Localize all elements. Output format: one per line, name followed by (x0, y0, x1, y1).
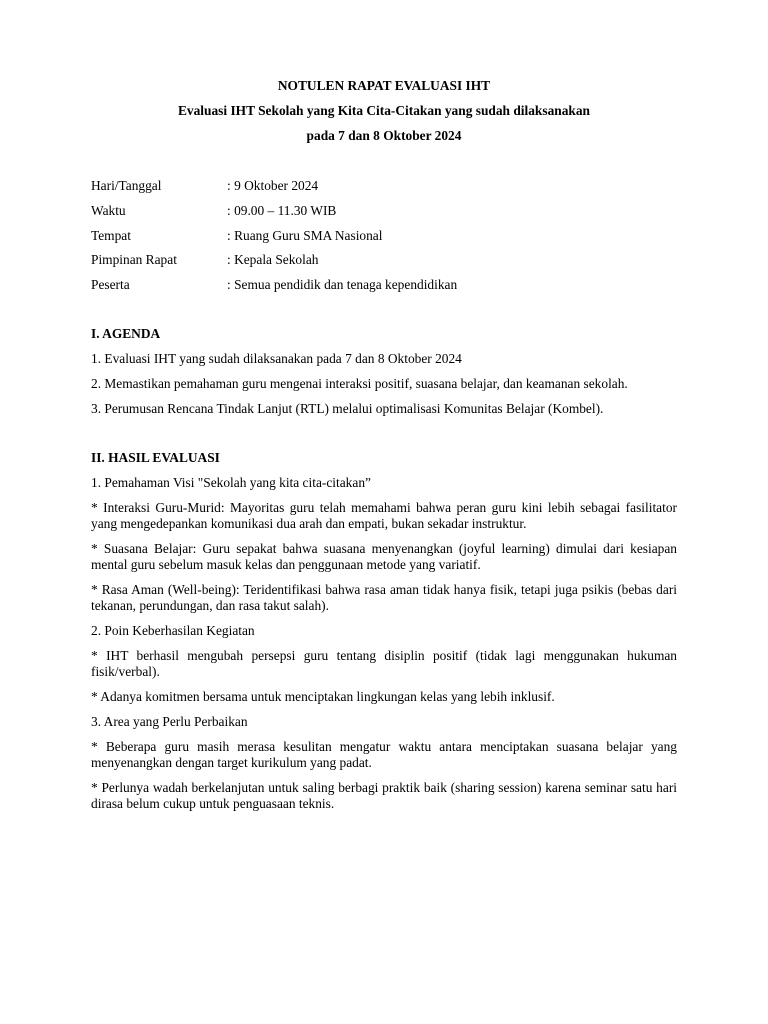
evaluation-paragraph: * Rasa Aman (Well-being): Teridentifikasi bahwa rasa aman tidak hanya fisik, tetapi juga psikis (bebas dari tekanan, perundungan, dan rasa takut salah). (91, 582, 677, 614)
meta-label: Waktu (91, 202, 126, 218)
evaluation-paragraph: * IHT berhasil mengubah persepsi guru tentang disiplin positif (tidak lagi menggunakan hukuman fisik/verbal). (91, 648, 677, 680)
evaluation-paragraph: 2. Poin Keberhasilan Kegiatan (91, 623, 255, 639)
meta-value: : 9 Oktober 2024 (227, 178, 319, 193)
meta-label: Tempat (91, 227, 131, 243)
agenda-item: 2. Memastikan pemahaman guru mengenai interaksi positif, suasana belajar, dan keamanan sekolah. (91, 376, 628, 392)
meta-row-leader (91, 252, 677, 268)
meta-value: : 09.00 – 11.30 WIB (227, 202, 337, 218)
document-subtitle-line1: Evaluasi IHT Sekolah yang Kita Cita-Citakan yang sudah dilaksanakan (177, 103, 591, 118)
hasil-evaluasi-heading: II. HASIL EVALUASI (91, 450, 220, 466)
meeting-info (91, 178, 677, 293)
evaluation-paragraph: * Interaksi Guru-Murid: Mayoritas guru telah memahami bahwa peran guru kini lebih sebagai fasilitator yang mengedepankan komunikasi dua arah dan empati, bukan sekadar instruktur. (91, 500, 677, 532)
meta-label: Hari/Tanggal (91, 178, 162, 193)
meta-row-date (91, 178, 677, 194)
agenda-item: 1. Evaluasi IHT yang sudah dilaksanakan pada 7 dan 8 Oktober 2024 (91, 351, 462, 367)
meta-value: : Semua pendidik dan tenaga kependidikan (227, 277, 458, 293)
document-subtitle-line2: pada 7 dan 8 Oktober 2024 (306, 128, 462, 143)
meta-row-time (91, 203, 677, 219)
meta-value: : Kepala Sekolah (227, 252, 319, 268)
document-title: NOTULEN RAPAT EVALUASI IHT (277, 78, 491, 93)
evaluation-paragraph: * Perlunya wadah berkelanjutan untuk saling berbagi praktik baik (sharing session) karena seminar satu hari dirasa belum cukup untuk penguasaan teknis. (91, 780, 677, 812)
agenda-heading: I. AGENDA (91, 326, 161, 342)
evaluation-paragraph: * Beberapa guru masih merasa kesulitan mengatur waktu antara menciptakan suasana belajar yang menyenangkan dengan target kurikulum yang padat. (91, 739, 677, 771)
meta-row-participants (91, 277, 677, 293)
evaluation-paragraph: * Suasana Belajar: Guru sepakat bahwa suasana menyenangkan (joyful learning) dimulai dari kesiapan mental guru sebelum masuk kelas dan penggunaan metode yang variatif. (91, 541, 677, 573)
meta-value: : Ruang Guru SMA Nasional (227, 227, 383, 243)
meta-label: Pimpinan Rapat (91, 252, 177, 268)
meta-label: Peserta (91, 277, 130, 293)
evaluation-paragraph: 3. Area yang Perlu Perbaikan (91, 714, 248, 730)
meta-row-place (91, 228, 677, 244)
agenda-item: 3. Perumusan Rencana Tindak Lanjut (RTL) melalui optimalisasi Komunitas Belajar (Kombel). (91, 401, 604, 417)
evaluation-paragraph: * Adanya komitmen bersama untuk menciptakan lingkungan kelas yang lebih inklusif. (91, 689, 555, 705)
evaluation-paragraph: 1. Pemahaman Visi "Sekolah yang kita cita-citakan” (91, 475, 371, 491)
